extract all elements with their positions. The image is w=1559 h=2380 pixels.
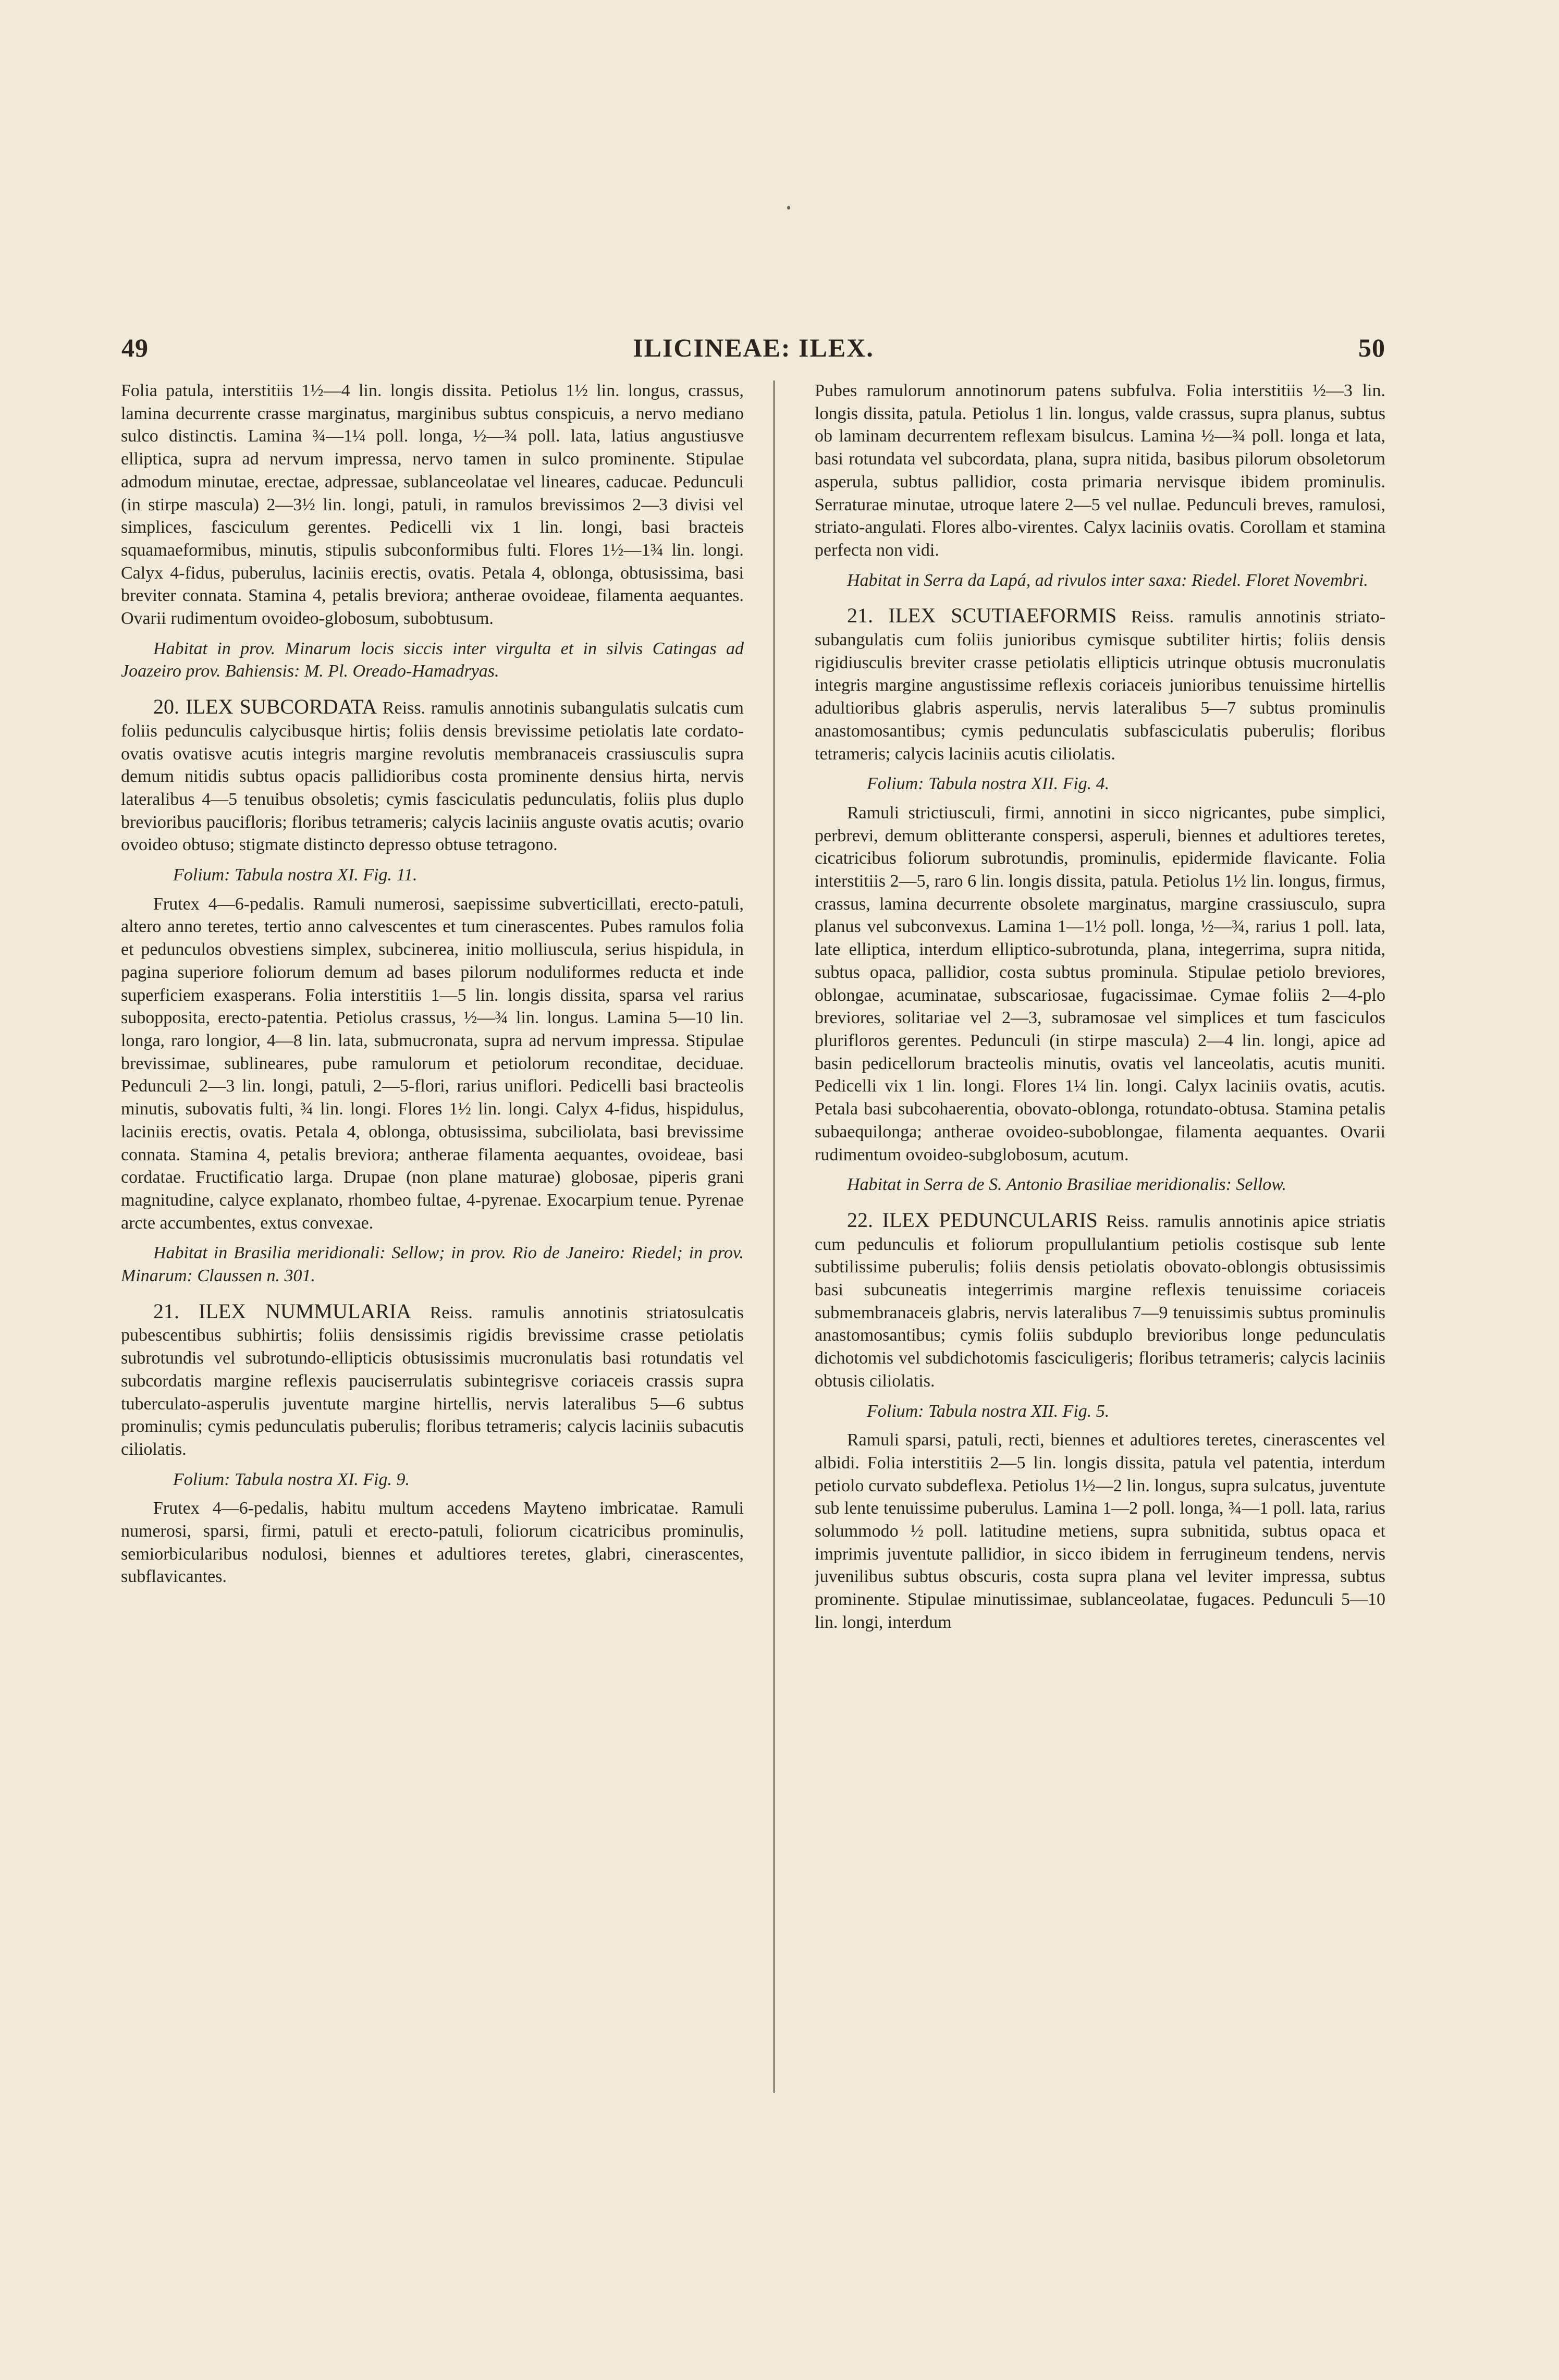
page-number-right: 50	[1358, 333, 1385, 362]
paragraph: Folia patula, interstitiis 1½—4 lin. longis dissita. Petiolus 1½ lin. longus, crassus, lamina decurrente crasse marginatus, marginibus subtus conspicuis, a nervo mediano sulco distinctis. Lamina ¾—1¼ poll. longa, ½—¾ poll. lata, latius angustiusve elliptica, supra ad nervum impressa, nervo tamen in sulco prominente. Stipulae admodum minutae, erectae, adpressae, sublanceolatae vel lineares, caducae. Pedunculi (in stirpe mascula) 2—3½ lin. longi, patuli, in ramulos brevissimos 2—3 divisi vel simplices, fasciculum gerentes. Pedicelli vix 1 lin. longi, basi bracteis squamaeformibus, minutis, stipulis subconformibus fulti. Flores 1½—1¾ lin. longi. Calyx 4-fidus, puberulus, laciniis erectis, ovatis. Petala 4, oblonga, obtusissima, basi breviter connata. Stamina 4, petalis breviora; antherae ovoideae, filamenta aequantes. Ovarii rudimentum ovoideo-globosum, subobtusum.	[121, 381, 744, 629]
figure-reference: Folium: Tabula nostra XI. Fig. 9.	[173, 1469, 410, 1489]
right-column	[815, 379, 1385, 2094]
species-description	[815, 1209, 1385, 1393]
species-description	[815, 604, 1385, 765]
figure-reference: Folium: Tabula nostra XI. Fig. 11.	[173, 865, 418, 885]
habitat-note: Habitat in Serra da Lapá, ad rivulos inter saxa: Riedel. Floret Novembri.	[847, 570, 1368, 590]
species-heading: 22. ILEX PEDUNCULARIS	[847, 1208, 1098, 1232]
paragraph: Frutex 4—6-pedalis, habitu multum accedens Mayteno imbricatae. Ramuli numerosi, sparsi, firmi, patuli et erecto-patuli, foliorum cicatricibus prominulis, semiorbicularibus nodulosi, biennes et adultiores teretes, glabri, cinerascentes, subflavicantes.	[121, 1499, 744, 1587]
species-diagnosis: ramulis annotinis striatosulcatis pubescentibus subhirtis; foliis densissimis rigidis brevissime crasse petiolatis subrotundis vel subrotundo-ellipticis obtusissimis mucronulatis basi rotundatis vel subcordatis margine reflexis pauciserrulatis subintegrisve coriaceis crassis supra tuberculato-asperulis juventute margine hirtellis, nervis lateralibus 5—6 subtus prominulis; cymis pedunculatis puberulis; floribus tetrameris; calycis laciniis subacutis ciliolatis.	[121, 1303, 744, 1459]
figure-reference: Folium: Tabula nostra XII. Fig. 4.	[867, 774, 1110, 794]
paragraph: Ramuli sparsi, patuli, recti, biennes et adultiores teretes, cinerascentes vel albidi. Folia interstitiis 2—5 lin. longis dissita, patula vel patentia, interdum petiolo curvato subdeflexa. Petiolus 1½—2 lin. longus, supra sulcatus, juventute sub lente tenuissime puberulus. Lamina 1—2 poll. longa, ¾—1 poll. lata, rarius solummodo ½ poll. latitudine metiens, supra subnitida, subtus opaca et imprimis juventute pallidior, in sicco ibidem in ferrugineum tendens, nervis juvenilibus subtus obscuris, costa supra plana vel leviter impressa, subtus prominente. Stipulae minutissimae, sublanceolatae, fugaces. Pedunculi 5—10 lin. longi, interdum	[815, 1430, 1385, 1632]
page-number-left: 49	[121, 333, 149, 362]
species-author: Reiss.	[1131, 607, 1174, 627]
species-diagnosis: ramulis annotinis subangulatis sulcatis cum foliis pedunculis calycibusque hirtis; foliis densis brevissime petiolatis late cordato-ovatis ovatisve acutis integris margine revolutis membranaceis crassiusculis supra demum nitidis subtus opacis pallidioribus costa prominente densius hirta, nervis lateralibus 4—5 tenuibus obsoletis; cymis fasciculatis pedunculatis, foliis plus duplo brevioribus paucifloris; floribus tetrameris; calycis laciniis anguste ovatis acutis; ovario ovoideo obtuso; stigmate distincto depresso obtuse tetragono.	[121, 698, 744, 855]
species-author: Reiss.	[429, 1303, 473, 1322]
species-diagnosis: ramulis annotinis striato-subangulatis cum foliis junioribus cymisque subtiliter hirtis; foliis densis rigidiusculis breviter crasse petiolatis ellipticis utrinque obtusis mucronulatis integris margine angustissime reflexis coriaceis junioribus tenuissime hirtellis adultioribus glabris asperulis, nervis lateralibus 5—7 subtus prominulis anastomosantibus; cymis pedunculatis subfasciculatis puberulis; floribus tetrameris; calycis laciniis acutis ciliolatis.	[815, 607, 1385, 764]
species-diagnosis: ramulis annotinis apice striatis cum pedunculis et foliorum propullulantium petiolis costisque sub lente subtilissime puberulis; foliis densis petiolatis obovato-oblongis obtusissimis basi subcuneatis integerrimis margine reflexis tenuissime coriaceis submembranaceis glabris, nervis lateralibus 7—9 tenuissimis subtus prominulis anastomosantibus; cymis foliis subduplo brevioribus longe pedunculatis dichotomis vel subdichotomis fasciculigeris; floribus tetrameris; calycis laciniis obtusis ciliolatis.	[815, 1211, 1385, 1391]
column-divider	[774, 381, 775, 2093]
species-heading: 21. ILEX SCUTIAEFORMIS	[847, 604, 1117, 628]
species-description	[121, 1300, 744, 1461]
paragraph: Ramuli strictiusculi, firmi, annotini in sicco nigricantes, pube simplici, perbrevi, demum oblitterante conspersi, asperuli, biennes et adultiores teretes, cicatricibus foliorum subrotundis, prominulis, epidermide flavicante. Folia interstitiis 2—5, raro 6 lin. longis dissita, patula. Petiolus 1½ lin. longus, firmus, crassus, lamina decurrente obsolete marginatus, margine crassiusculo, supra planus vel subconvexus. Lamina 1—1½ poll. longa, ½—¾, rarius 1 poll. lata, late elliptica, interdum elliptico-subrotunda, plana, integerrima, supra nitida, subtus opaca, pallidior, costa subtus prominula. Stipulae petiolo breviores, oblongae, acuminatae, subscariosae, fugacissimae. Cymae foliis 2—4-plo breviores, solitariae vel 2—3, subramosae vel simplices et tum fasciculos plurifloros gerentes. Pedunculi (in stirpe mascula) 2—4 lin. longi, apice ad basin pedicellorum bracteolis minutis, ovatis vel lanceolatis, acutis muniti. Pedicelli vix 1 lin. longi. Flores 1¼ lin. longi. Calyx laciniis ovatis, acutis. Petala basi subcohaerentia, obovato-oblonga, rotundato-obtusa. Stamina petalis subaequilonga; antherae ovoideo-suboblongae, filamenta aequantes. Ovarii rudimentum ovoideo-subglobosum, acutum.	[815, 803, 1385, 1164]
species-author: Reiss.	[1106, 1211, 1149, 1231]
running-header	[121, 328, 1385, 370]
species-description	[121, 695, 744, 856]
habitat-note: Habitat in Brasilia meridionali: Sellow; in prov. Rio de Janeiro: Riedel; in prov. Minarum: Claussen n. 301.	[121, 1243, 744, 1286]
species-author: Reiss.	[382, 698, 426, 718]
figure-reference: Folium: Tabula nostra XII. Fig. 5.	[867, 1401, 1110, 1421]
habitat-note: Habitat in Serra de S. Antonio Brasiliae meridionalis: Sellow.	[847, 1175, 1287, 1195]
left-column	[121, 379, 744, 2094]
species-heading: 21. ILEX NUMMULARIA	[153, 1299, 412, 1323]
habitat-note: Habitat in prov. Minarum locis siccis inter virgulta et in silvis Catingas ad Joazeiro prov. Bahiensis: M. Pl. Oreado-Hamadryas.	[121, 639, 744, 681]
species-heading: 20. ILEX SUBCORDATA	[153, 695, 377, 719]
running-title: ILICINEAE: ILEX.	[633, 333, 874, 362]
paragraph: Pubes ramulorum annotinorum patens subfulva. Folia interstitiis ½—3 lin. longis dissita, patula. Petiolus 1 lin. longus, valde crassus, supra planus, subtus ob laminam decurrentem reflexam bisulcus. Lamina ½—¾ poll. longa et lata, basi rotundata vel subcordata, plana, supra nitida, basibus pilorum obsoletorum asperula, subtus pallidior, costa primaria nervisque ibidem prominulis. Serraturae minutae, utroque latere 2—5 vel nullae. Pedunculi breves, ramulosi, striato-angulati. Flores albo-virentes. Calyx laciniis ovatis. Corollam et stamina perfecta non vidi.	[815, 381, 1385, 560]
paper-speck	[787, 206, 790, 210]
paragraph: Frutex 4—6-pedalis. Ramuli numerosi, saepissime subverticillati, erecto-patuli, altero anno teretes, tertio anno calvescentes et tum cinerascentes. Pubes ramulos folia et pedunculos obvestiens simplex, subcinerea, initio molliuscula, serius hispidula, in pagina superiore foliorum demum ad bases pilorum noduliformes reducta et inde superficiem exasperans. Folia interstitiis 1—5 lin. longis dissita, sparsa vel rarius subopposita, erecto-patentia. Petiolus crassus, ½—¾ lin. longus. Lamina 5—10 lin. longa, raro longior, 4—8 lin. lata, submucronata, supra ad nervum impressa. Stipulae brevissimae, sublineares, pube ramulorum et petiolorum reconditae, deciduae. Pedunculi 2—3 lin. longi, patuli, 2—5-flori, rarius uniflori. Pedicelli basi bracteolis minutis, subovatis fulti, ¾ lin. longi. Flores 1½ lin. longi. Calyx 4-fidus, hispidulus, laciniis erectis, ovatis. Petala 4, oblonga, obtusissima, subciliolata, basi brevissime connata. Stamina 4, petalis breviora; antherae filamenta aequantes, ovoideae, basi cordatae. Fructificatio larga. Drupae (non plane maturae) globosae, piperis grani magnitudine, calyce explanato, rhombeo fultae, 4-pyrenae. Exocarpium tenue. Pyrenae arcte accumbentes, extus convexae.	[121, 894, 744, 1233]
